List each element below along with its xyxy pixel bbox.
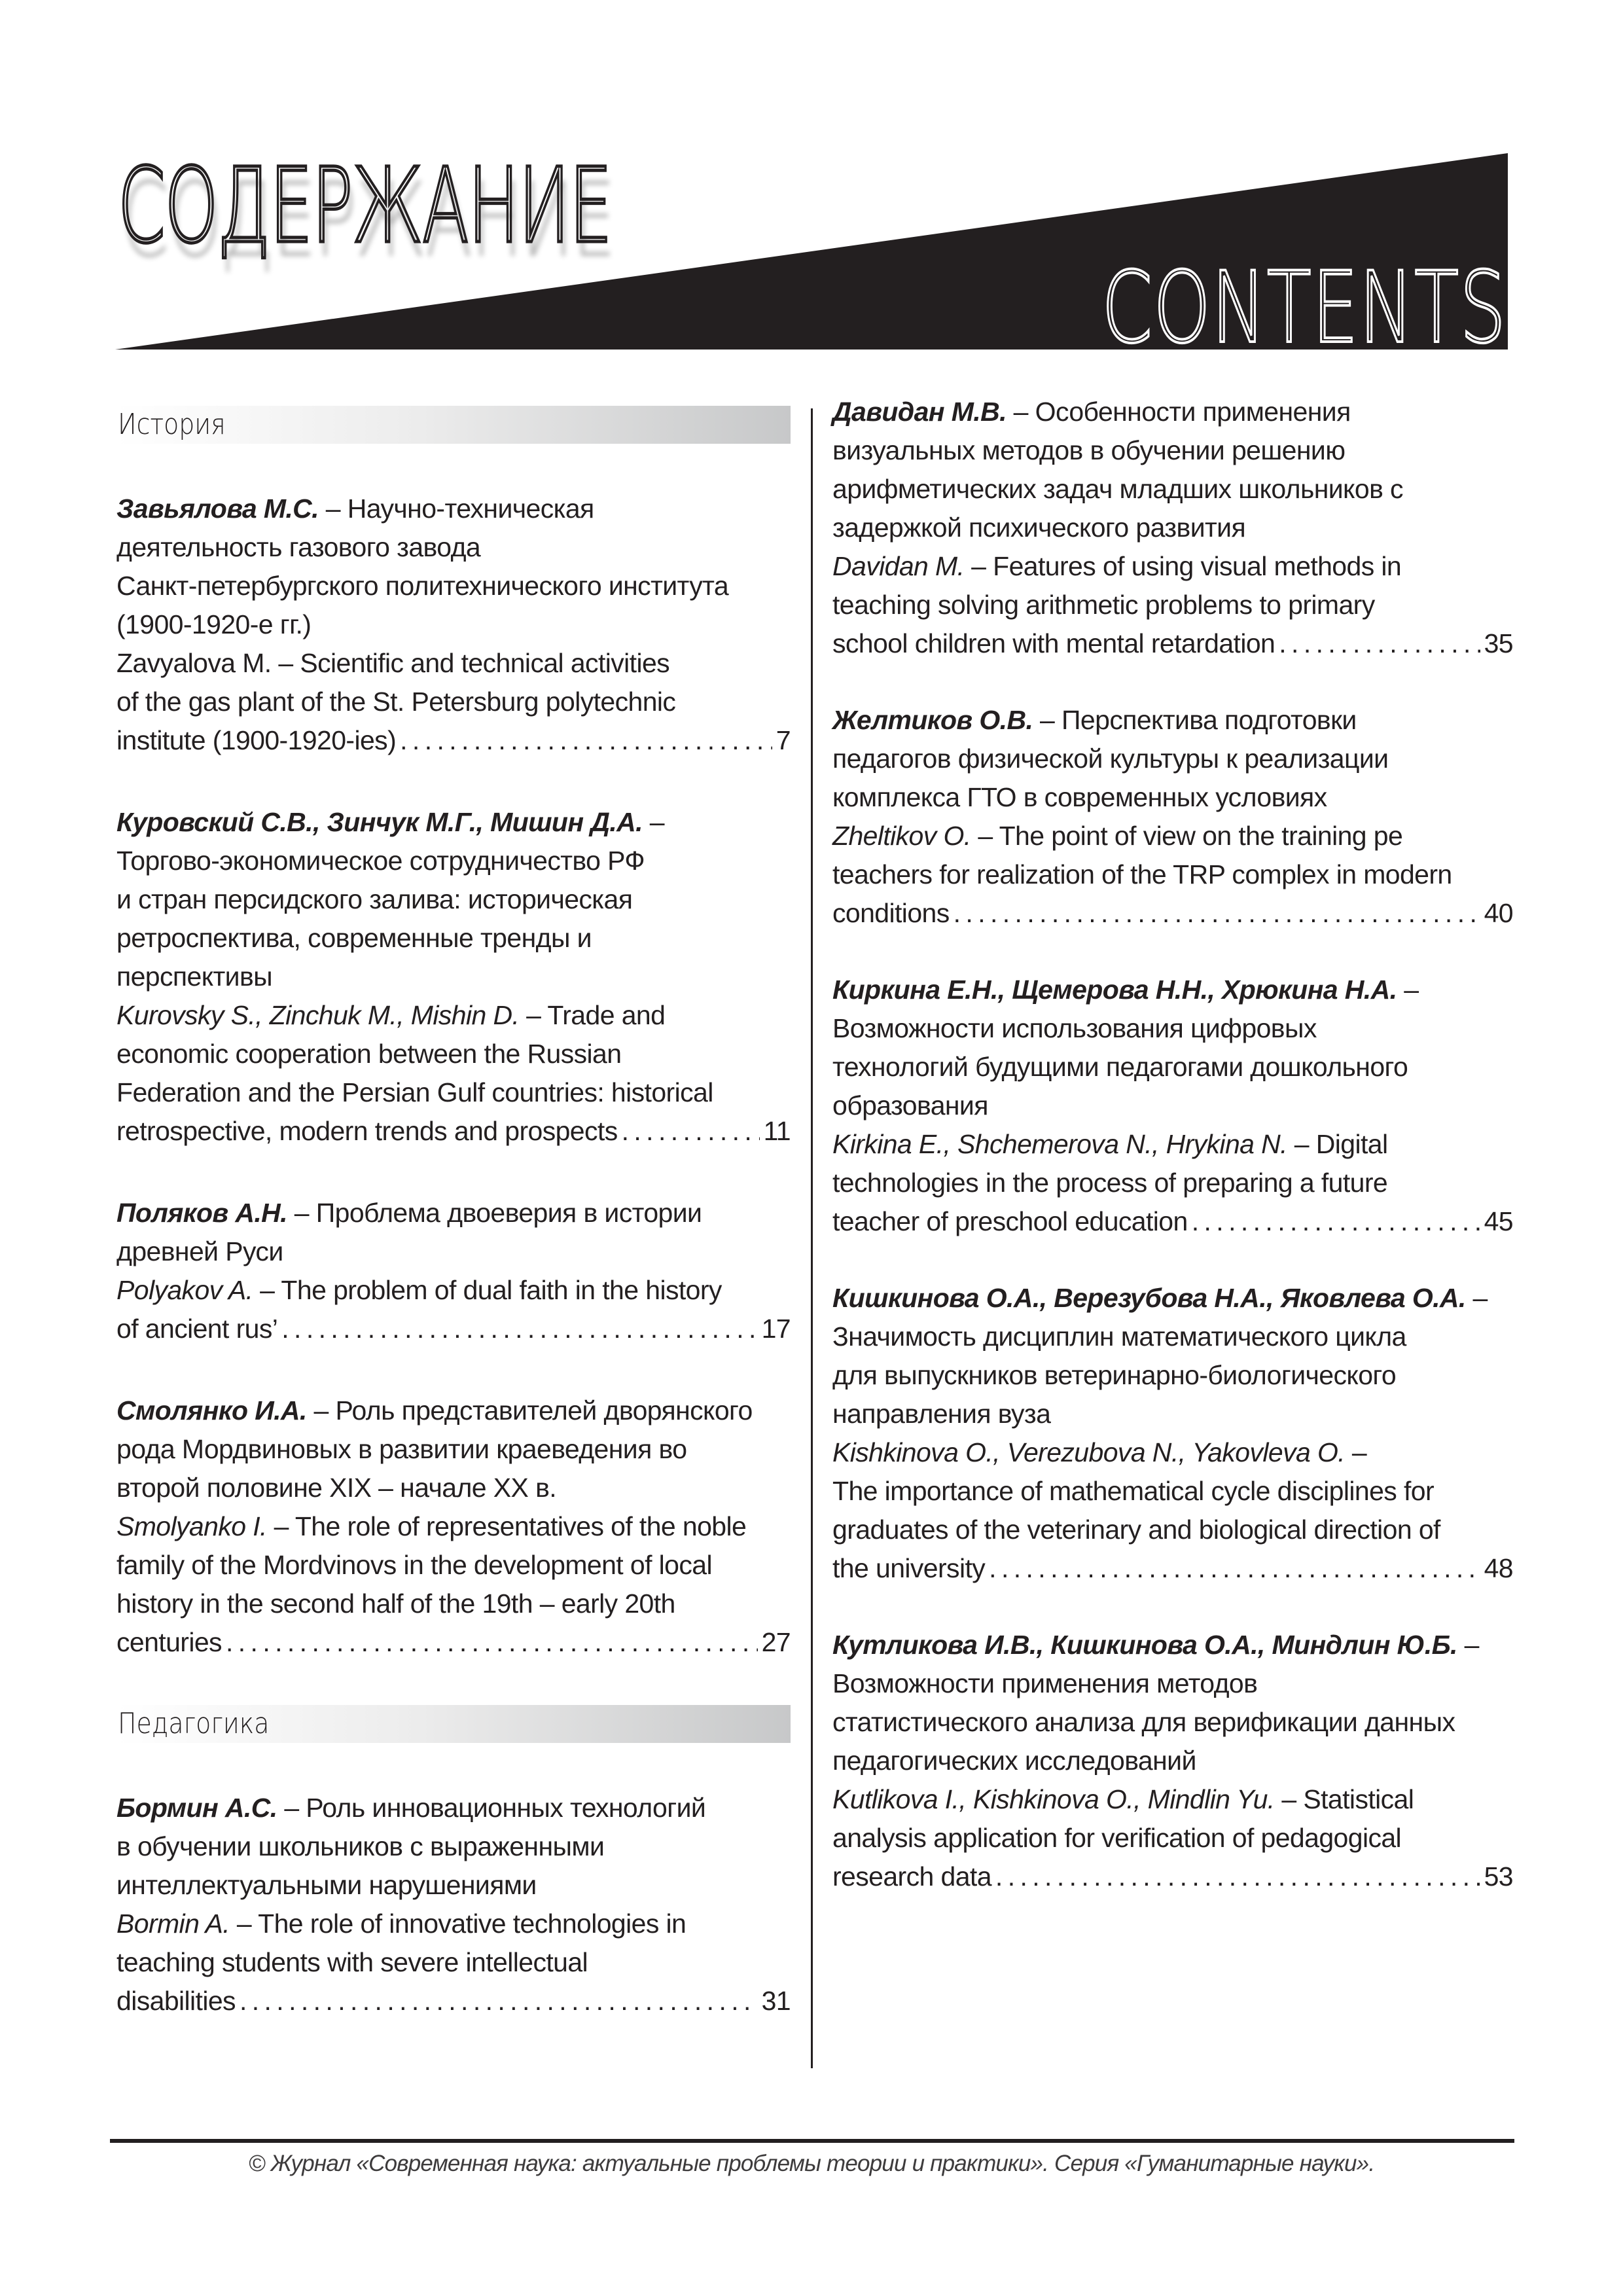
en-title-end: of ancient rus’ <box>116 1314 278 1344</box>
en-title-end: centuries <box>116 1627 222 1657</box>
ru-line <box>116 803 791 842</box>
ru-title-line: древней Руси <box>116 1236 283 1266</box>
ru-line <box>832 1279 1513 1318</box>
en-title-end: teacher of preschool education <box>832 1206 1188 1236</box>
dot-leader <box>995 1857 1480 1896</box>
en-title-line: family of the Mordvinovs in the development of local <box>116 1550 712 1580</box>
en-last-line <box>116 1982 791 2020</box>
ru-authors: Поляков А.Н. <box>116 1198 287 1228</box>
en-last-line <box>116 1623 791 1662</box>
en-last-line <box>832 1549 1513 1588</box>
dot-leader <box>622 1112 760 1151</box>
ru-line <box>832 393 1513 431</box>
en-authors: Smolyanko I. <box>116 1511 267 1541</box>
en-line <box>832 817 1513 855</box>
section-header-history <box>116 406 791 444</box>
en-title-text: – <box>1351 1437 1367 1467</box>
ru-authors: Киркина Е.Н., Щемерова Н.Н., Хрюкина Н.А. <box>832 975 1397 1005</box>
ru-title-text: – Перспектива подготовки <box>1040 705 1357 735</box>
en-title-line: graduates of the veterinary and biological direction of <box>832 1515 1440 1545</box>
ru-title-line: деятельность газового завода <box>116 532 481 562</box>
section-title: Педагогика <box>118 1707 270 1740</box>
ru-title-line: комплекса ГТО в современных условиях <box>832 782 1327 812</box>
en-title-end: disabilities <box>116 1986 236 2016</box>
en-last-line <box>832 1857 1513 1896</box>
ru-title-text: – <box>1404 975 1419 1005</box>
ru-title-line: статистического анализа для верификации данных <box>832 1707 1455 1737</box>
ru-line <box>116 490 791 528</box>
ru-line <box>116 1194 791 1232</box>
en-line <box>116 1905 791 1943</box>
page-number[interactable]: 31 <box>761 1986 791 2016</box>
ru-title-line: второй половине XIX – начале XX в. <box>116 1473 557 1503</box>
en-last-line <box>832 894 1513 933</box>
footer-copyright: © Журнал «Современная наука: актуальные проблемы теории и практики». Серия «Гуманитарные науки». <box>248 2151 1375 2176</box>
en-title-line: teaching students with severe intellectual <box>116 1947 588 1977</box>
en-title-line: analysis application for verification of pedagogical <box>832 1823 1402 1853</box>
ru-title-line: Возможности применения методов <box>832 1668 1258 1698</box>
toc-entry[interactable] <box>832 701 1513 933</box>
ru-title-line: Возможности использования цифровых <box>832 1013 1317 1043</box>
ru-line <box>832 701 1513 740</box>
ru-title-line: перспективы <box>116 961 273 992</box>
toc-entry[interactable] <box>116 803 791 1151</box>
ru-title-text: – <box>1472 1283 1488 1313</box>
dot-leader <box>1192 1202 1480 1241</box>
ru-title-line: интеллектуальными нарушениями <box>116 1870 537 1900</box>
ru-line <box>116 1789 791 1827</box>
en-last-line <box>116 1310 791 1348</box>
ru-authors: Смолянко И.А. <box>116 1395 307 1426</box>
ru-authors: Кишкинова О.А., Верезубова Н.А., Яковлева О.А. <box>832 1283 1466 1313</box>
ru-line <box>832 1626 1513 1664</box>
ru-line <box>832 971 1513 1009</box>
section-title: История <box>118 408 226 441</box>
dot-leader <box>226 1623 758 1662</box>
dot-leader <box>989 1549 1480 1588</box>
en-title-text: – Digital <box>1294 1129 1388 1159</box>
en-title-line: Zavyalova M. – Scientific and technical activities <box>116 648 670 678</box>
en-title-line: teaching solving arithmetic problems to primary <box>832 590 1375 620</box>
en-title-line: The importance of mathematical cycle disciplines for <box>832 1476 1435 1506</box>
ru-title-line: для выпускников ветеринарно-биологического <box>832 1360 1397 1390</box>
dot-leader <box>281 1310 757 1348</box>
en-title-text: – Trade and <box>526 1000 666 1030</box>
en-last-line <box>832 1202 1513 1241</box>
en-authors: Zheltikov O. <box>832 821 971 851</box>
toc-entry[interactable] <box>832 1279 1513 1588</box>
ru-title-text: – Особенности применения <box>1013 397 1351 427</box>
ru-authors: Бормин А.С. <box>116 1793 277 1823</box>
dot-leader <box>400 721 772 760</box>
ru-title-line: арифметических задач младших школьников с <box>832 474 1403 504</box>
ru-title-line: в обучении школьников с выраженными <box>116 1831 605 1861</box>
en-last-line <box>116 1112 791 1151</box>
en-last-line <box>832 624 1513 663</box>
toc-entry[interactable] <box>116 1391 791 1662</box>
ru-title-line: педагогических исследований <box>832 1746 1196 1776</box>
page-number[interactable]: 35 <box>1484 628 1513 658</box>
ru-line <box>116 1391 791 1430</box>
ru-title-line: (1900-1920-е гг.) <box>116 609 312 639</box>
toc-entry[interactable] <box>116 490 791 760</box>
column-divider <box>811 408 813 2068</box>
ru-title-line: направления вуза <box>832 1399 1051 1429</box>
en-title-end: research data <box>832 1861 991 1892</box>
left-column <box>116 393 791 2064</box>
en-authors: Davidan M. <box>832 551 965 581</box>
page-number[interactable]: 53 <box>1484 1861 1513 1892</box>
ru-title-line: задержкой психического развития <box>832 512 1246 543</box>
en-title-text: – The point of view on the training pe <box>978 821 1403 851</box>
en-title-line: history in the second half of the 19th – early 20th <box>116 1588 675 1619</box>
ru-title-text: – Роль инновационных технологий <box>284 1793 706 1823</box>
ru-authors: Желтиков О.В. <box>832 705 1033 735</box>
ru-title-text: – <box>1464 1630 1479 1660</box>
title-english: CONTENTS <box>1101 251 1507 365</box>
en-title-line: economic cooperation between the Russian <box>116 1039 622 1069</box>
ru-title-line: образования <box>832 1090 988 1121</box>
en-line <box>832 1125 1513 1164</box>
page-number[interactable]: 40 <box>1484 898 1513 928</box>
toc-entry[interactable] <box>116 1789 791 2020</box>
en-authors: Kishkinova O., Verezubova N., Yakovleva O. <box>832 1437 1346 1467</box>
en-authors: Kutlikova I., Kishkinova O., Mindlin Yu. <box>832 1784 1275 1814</box>
ru-title-line: ретроспектива, современные тренды и <box>116 923 592 953</box>
en-line <box>832 1433 1513 1472</box>
page-number[interactable]: 45 <box>1484 1206 1513 1236</box>
ru-title-line: визуальных методов в обучении решению <box>832 435 1346 465</box>
en-title-text: – Statistical <box>1281 1784 1414 1814</box>
ru-title-line: Санкт-петербургского политехнического института <box>116 571 729 601</box>
ru-title-text: – Роль представителей дворянского <box>313 1395 753 1426</box>
en-line <box>832 547 1513 586</box>
en-line <box>116 1507 791 1546</box>
en-line <box>832 1780 1513 1819</box>
ru-authors: Завьялова М.С. <box>116 493 319 524</box>
page-number[interactable]: 27 <box>761 1627 791 1657</box>
en-title-line: teachers for realization of the TRP complex in modern <box>832 859 1452 889</box>
dot-leader <box>240 1982 758 2020</box>
en-last-line <box>116 721 791 760</box>
en-title-text: – The problem of dual faith in the history <box>260 1275 722 1305</box>
en-title-text: – The role of representatives of the noble <box>274 1511 747 1541</box>
en-authors: Bormin A. <box>116 1909 230 1939</box>
en-title-end: retrospective, modern trends and prospects <box>116 1116 618 1146</box>
page-number[interactable]: 7 <box>776 725 791 755</box>
ru-authors: Давидан М.В. <box>832 397 1007 427</box>
toc-entry[interactable] <box>832 393 1513 663</box>
page-number[interactable]: 48 <box>1484 1553 1513 1583</box>
ru-title-text: – Научно-техническая <box>325 493 594 524</box>
title-russian: СОДЕРЖАНИЕ <box>118 146 612 266</box>
en-authors: Kirkina E., Shchemerova N., Hrykina N. <box>832 1129 1287 1159</box>
section-header-pedagogy <box>116 1705 791 1743</box>
ru-title-line: технологий будущими педагогами дошкольного <box>832 1052 1408 1082</box>
page-header <box>0 0 1623 367</box>
en-line <box>116 996 791 1035</box>
toc-entry[interactable] <box>116 1194 791 1348</box>
right-column <box>832 393 1513 1934</box>
toc-entry[interactable] <box>832 971 1513 1241</box>
dot-leader <box>954 894 1480 933</box>
ru-title-text: – Проблема двоеверия в истории <box>294 1198 702 1228</box>
ru-title-text: – <box>649 807 664 837</box>
dot-leader <box>1279 624 1480 663</box>
en-title-end: school children with mental retardation <box>832 628 1275 658</box>
ru-authors: Куровский С.В., Зинчук М.Г., Мишин Д.А. <box>116 807 643 837</box>
en-authors: Polyakov A. <box>116 1275 253 1305</box>
en-title-end: institute (1900-1920-ies) <box>116 725 397 755</box>
en-title-end: conditions <box>832 898 950 928</box>
toc-entry[interactable] <box>832 1626 1513 1896</box>
page-number[interactable]: 17 <box>761 1314 791 1344</box>
en-line <box>116 1271 791 1310</box>
en-title-text: – The role of innovative technologies in <box>236 1909 687 1939</box>
ru-authors: Кутликова И.В., Кишкинова О.А., Миндлин Ю.Б. <box>832 1630 1457 1660</box>
en-title-line: of the gas plant of the St. Petersburg polytechnic <box>116 687 676 717</box>
en-title-line: Federation and the Persian Gulf countries: historical <box>116 1077 713 1107</box>
page-number[interactable]: 11 <box>763 1116 791 1146</box>
ru-title-line: педагогов физической культуры к реализации <box>832 744 1389 774</box>
ru-title-line: и стран персидского залива: историческая <box>116 884 633 914</box>
ru-title-line: рода Мордвиновых в развитии краеведения во <box>116 1434 687 1464</box>
en-title-line: technologies in the process of preparing a future <box>832 1168 1388 1198</box>
en-title-end: the university <box>832 1553 986 1583</box>
footer-rule <box>110 2139 1514 2143</box>
ru-title-line: Значимость дисциплин математического цикла <box>832 1321 1406 1352</box>
ru-title-line: Торгово-экономическое сотрудничество РФ <box>116 846 645 876</box>
en-authors: Kurovsky S., Zinchuk M., Mishin D. <box>116 1000 520 1030</box>
en-title-text: – Features of using visual methods in <box>971 551 1402 581</box>
